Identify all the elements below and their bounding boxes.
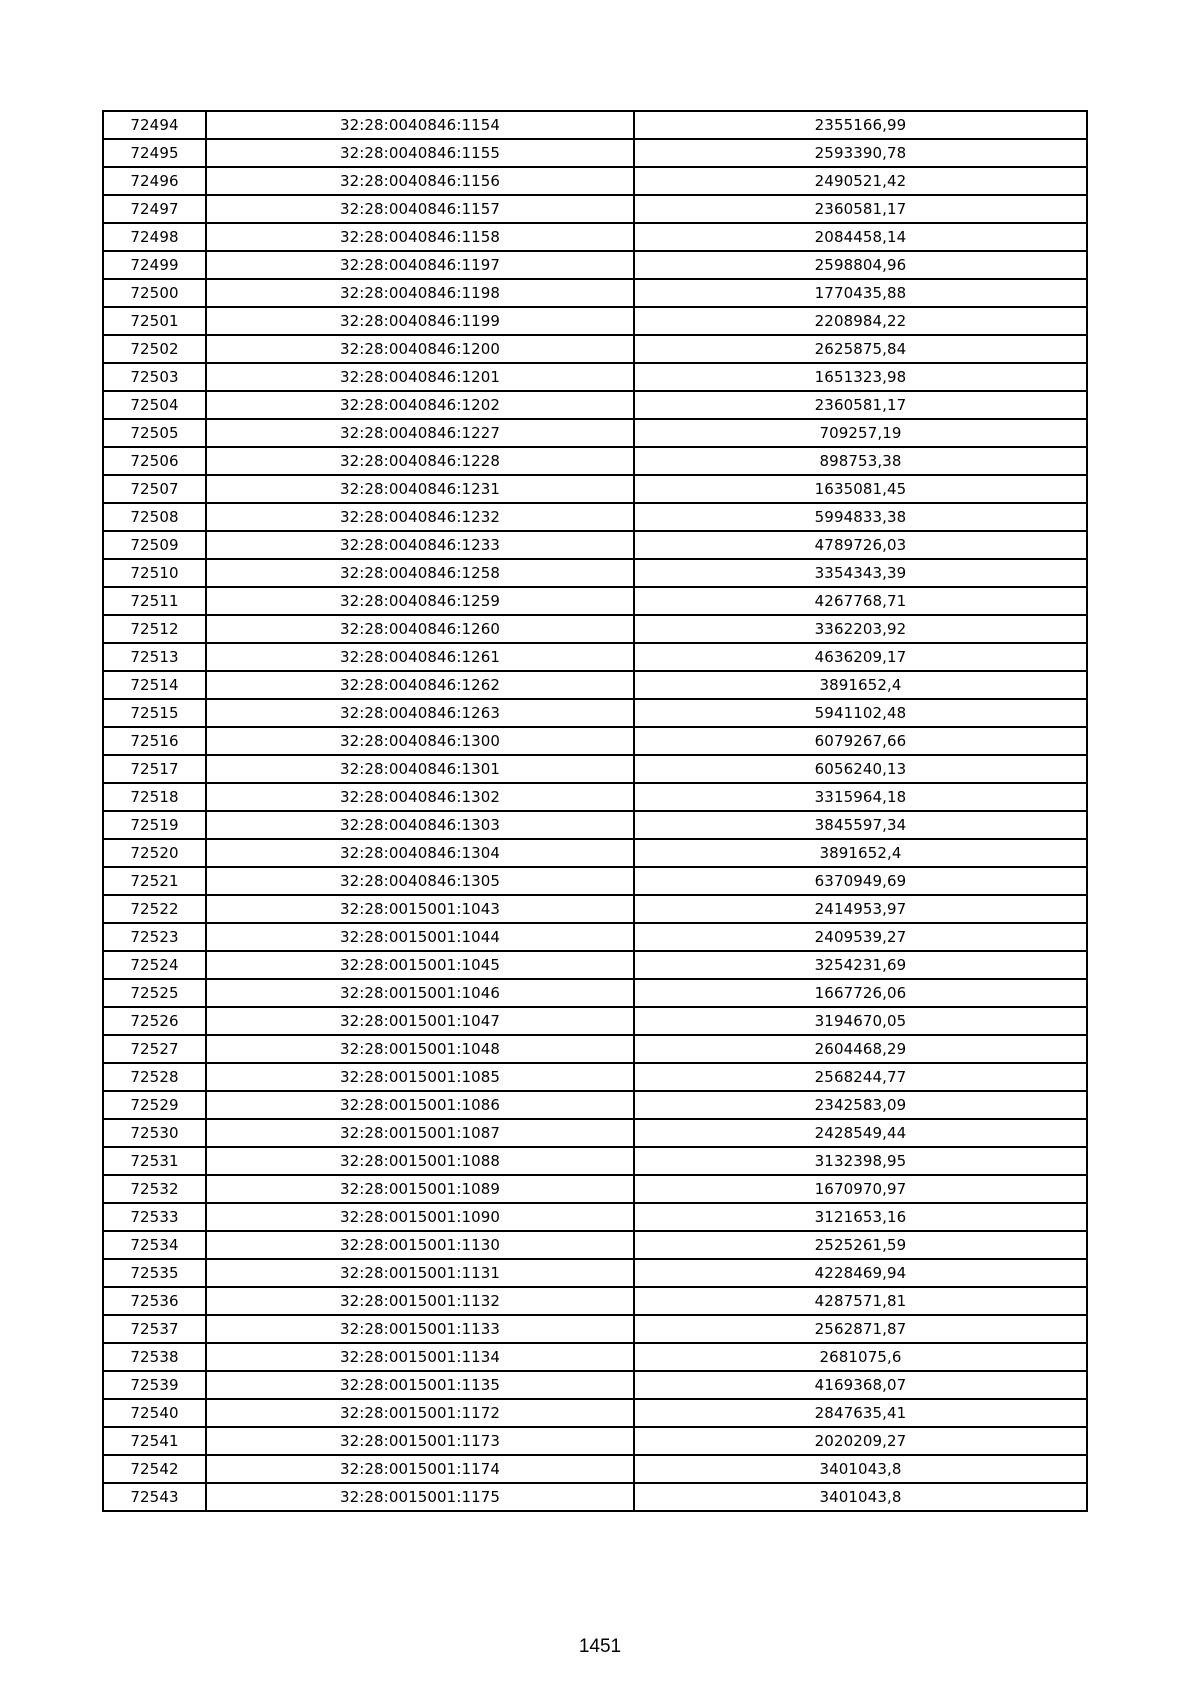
cadastral-number-cell: 32:28:0015001:1132: [206, 1287, 634, 1315]
table-row: [103, 139, 1087, 167]
row-number-cell: 72497: [103, 195, 206, 223]
value-cell: 3401043,8: [634, 1483, 1087, 1511]
cadastral-number-cell: 32:28:0015001:1135: [206, 1371, 634, 1399]
table-row: [103, 615, 1087, 643]
value-cell: 2084458,14: [634, 223, 1087, 251]
cadastral-number-cell: 32:28:0040846:1155: [206, 139, 634, 167]
value-cell: 2355166,99: [634, 111, 1087, 139]
row-number-cell: 72506: [103, 447, 206, 475]
row-number-cell: 72542: [103, 1455, 206, 1483]
row-number-cell: 72500: [103, 279, 206, 307]
row-number-cell: 72517: [103, 755, 206, 783]
table-row: [103, 1147, 1087, 1175]
value-cell: 898753,38: [634, 447, 1087, 475]
value-cell: 3132398,95: [634, 1147, 1087, 1175]
row-number-cell: 72508: [103, 503, 206, 531]
cadastral-number-cell: 32:28:0015001:1048: [206, 1035, 634, 1063]
cadastral-number-cell: 32:28:0040846:1228: [206, 447, 634, 475]
cadastral-number-cell: 32:28:0040846:1231: [206, 475, 634, 503]
value-cell: 2428549,44: [634, 1119, 1087, 1147]
cadastral-number-cell: 32:28:0040846:1302: [206, 783, 634, 811]
value-cell: 3254231,69: [634, 951, 1087, 979]
table-row: [103, 307, 1087, 335]
value-cell: 1667726,06: [634, 979, 1087, 1007]
row-number-cell: 72541: [103, 1427, 206, 1455]
cadastral-number-cell: 32:28:0040846:1199: [206, 307, 634, 335]
table-row: [103, 1315, 1087, 1343]
value-cell: 709257,19: [634, 419, 1087, 447]
cadastral-number-cell: 32:28:0040846:1158: [206, 223, 634, 251]
table-row: [103, 1007, 1087, 1035]
row-number-cell: 72522: [103, 895, 206, 923]
row-number-cell: 72525: [103, 979, 206, 1007]
table-row: [103, 671, 1087, 699]
row-number-cell: 72511: [103, 587, 206, 615]
cadastral-number-cell: 32:28:0040846:1304: [206, 839, 634, 867]
value-cell: 3845597,34: [634, 811, 1087, 839]
value-cell: 3891652,4: [634, 671, 1087, 699]
cadastral-number-cell: 32:28:0040846:1157: [206, 195, 634, 223]
table-row: [103, 1091, 1087, 1119]
value-cell: 1770435,88: [634, 279, 1087, 307]
cadastral-number-cell: 32:28:0015001:1175: [206, 1483, 634, 1511]
cadastral-number-cell: 32:28:0040846:1202: [206, 391, 634, 419]
table-row: [103, 699, 1087, 727]
table-row: [103, 447, 1087, 475]
row-number-cell: 72507: [103, 475, 206, 503]
table-row: [103, 811, 1087, 839]
row-number-cell: 72534: [103, 1231, 206, 1259]
table-row: [103, 279, 1087, 307]
cadastral-number-cell: 32:28:0040846:1301: [206, 755, 634, 783]
cadastral-number-cell: 32:28:0015001:1047: [206, 1007, 634, 1035]
table-row: [103, 251, 1087, 279]
table-row: [103, 1427, 1087, 1455]
value-cell: 6370949,69: [634, 867, 1087, 895]
cadastral-number-cell: 32:28:0040846:1261: [206, 643, 634, 671]
table-row: [103, 755, 1087, 783]
cadastral-number-cell: 32:28:0015001:1130: [206, 1231, 634, 1259]
cadastral-number-cell: 32:28:0040846:1154: [206, 111, 634, 139]
row-number-cell: 72496: [103, 167, 206, 195]
cadastral-number-cell: 32:28:0015001:1088: [206, 1147, 634, 1175]
table-body: [103, 111, 1087, 1511]
row-number-cell: 72509: [103, 531, 206, 559]
value-cell: 2681075,6: [634, 1343, 1087, 1371]
value-cell: 4789726,03: [634, 531, 1087, 559]
table-row: [103, 867, 1087, 895]
cadastral-number-cell: 32:28:0015001:1087: [206, 1119, 634, 1147]
cadastral-number-cell: 32:28:0015001:1090: [206, 1203, 634, 1231]
row-number-cell: 72521: [103, 867, 206, 895]
table-row: [103, 111, 1087, 139]
value-cell: 2604468,29: [634, 1035, 1087, 1063]
cadastral-number-cell: 32:28:0040846:1198: [206, 279, 634, 307]
value-cell: 4636209,17: [634, 643, 1087, 671]
table-row: [103, 1343, 1087, 1371]
value-cell: 3194670,05: [634, 1007, 1087, 1035]
row-number-cell: 72504: [103, 391, 206, 419]
table-row: [103, 727, 1087, 755]
row-number-cell: 72543: [103, 1483, 206, 1511]
cadastral-value-table: [102, 110, 1088, 1512]
table-row: [103, 1063, 1087, 1091]
row-number-cell: 72510: [103, 559, 206, 587]
table-row: [103, 167, 1087, 195]
row-number-cell: 72519: [103, 811, 206, 839]
cadastral-number-cell: 32:28:0040846:1232: [206, 503, 634, 531]
cadastral-number-cell: 32:28:0040846:1259: [206, 587, 634, 615]
value-cell: 2598804,96: [634, 251, 1087, 279]
value-cell: 6079267,66: [634, 727, 1087, 755]
row-number-cell: 72529: [103, 1091, 206, 1119]
value-cell: 2490521,42: [634, 167, 1087, 195]
page-number: 1451: [578, 1636, 622, 1657]
cadastral-number-cell: 32:28:0040846:1263: [206, 699, 634, 727]
value-cell: 3401043,8: [634, 1455, 1087, 1483]
value-cell: 5994833,38: [634, 503, 1087, 531]
value-cell: 3354343,39: [634, 559, 1087, 587]
cadastral-number-cell: 32:28:0015001:1133: [206, 1315, 634, 1343]
value-cell: 4228469,94: [634, 1259, 1087, 1287]
value-cell: 2342583,09: [634, 1091, 1087, 1119]
value-cell: 1651323,98: [634, 363, 1087, 391]
cadastral-number-cell: 32:28:0040846:1233: [206, 531, 634, 559]
row-number-cell: 72520: [103, 839, 206, 867]
value-cell: 2409539,27: [634, 923, 1087, 951]
value-cell: 4169368,07: [634, 1371, 1087, 1399]
value-cell: 4267768,71: [634, 587, 1087, 615]
table-row: [103, 979, 1087, 1007]
value-cell: 2020209,27: [634, 1427, 1087, 1455]
table-row: [103, 531, 1087, 559]
cadastral-number-cell: 32:28:0015001:1131: [206, 1259, 634, 1287]
cadastral-number-cell: 32:28:0015001:1173: [206, 1427, 634, 1455]
cadastral-number-cell: 32:28:0040846:1300: [206, 727, 634, 755]
value-cell: 3891652,4: [634, 839, 1087, 867]
value-cell: 2208984,22: [634, 307, 1087, 335]
cadastral-number-cell: 32:28:0015001:1043: [206, 895, 634, 923]
table-row: [103, 1203, 1087, 1231]
table-row: [103, 1483, 1087, 1511]
cadastral-number-cell: 32:28:0040846:1258: [206, 559, 634, 587]
cadastral-number-cell: 32:28:0040846:1227: [206, 419, 634, 447]
value-cell: 6056240,13: [634, 755, 1087, 783]
row-number-cell: 72539: [103, 1371, 206, 1399]
row-number-cell: 72537: [103, 1315, 206, 1343]
cadastral-number-cell: 32:28:0040846:1156: [206, 167, 634, 195]
cadastral-number-cell: 32:28:0040846:1262: [206, 671, 634, 699]
row-number-cell: 72526: [103, 1007, 206, 1035]
cadastral-number-cell: 32:28:0040846:1200: [206, 335, 634, 363]
value-cell: 2562871,87: [634, 1315, 1087, 1343]
row-number-cell: 72515: [103, 699, 206, 727]
value-cell: 3121653,16: [634, 1203, 1087, 1231]
table-row: [103, 1371, 1087, 1399]
table-row: [103, 1035, 1087, 1063]
row-number-cell: 72501: [103, 307, 206, 335]
table-row: [103, 923, 1087, 951]
cadastral-number-cell: 32:28:0015001:1174: [206, 1455, 634, 1483]
row-number-cell: 72502: [103, 335, 206, 363]
row-number-cell: 72503: [103, 363, 206, 391]
table-row: [103, 559, 1087, 587]
row-number-cell: 72498: [103, 223, 206, 251]
row-number-cell: 72536: [103, 1287, 206, 1315]
row-number-cell: 72532: [103, 1175, 206, 1203]
row-number-cell: 72538: [103, 1343, 206, 1371]
table-row: [103, 335, 1087, 363]
cadastral-number-cell: 32:28:0015001:1044: [206, 923, 634, 951]
row-number-cell: 72528: [103, 1063, 206, 1091]
table-row: [103, 839, 1087, 867]
cadastral-number-cell: 32:28:0040846:1260: [206, 615, 634, 643]
table-row: [103, 1399, 1087, 1427]
value-cell: 1635081,45: [634, 475, 1087, 503]
cadastral-number-cell: 32:28:0040846:1197: [206, 251, 634, 279]
table-row: [103, 475, 1087, 503]
row-number-cell: 72505: [103, 419, 206, 447]
cadastral-number-cell: 32:28:0015001:1134: [206, 1343, 634, 1371]
table-row: [103, 783, 1087, 811]
row-number-cell: 72535: [103, 1259, 206, 1287]
table-row: [103, 1455, 1087, 1483]
value-cell: 2568244,77: [634, 1063, 1087, 1091]
row-number-cell: 72514: [103, 671, 206, 699]
value-cell: 4287571,81: [634, 1287, 1087, 1315]
row-number-cell: 72518: [103, 783, 206, 811]
value-cell: 3362203,92: [634, 615, 1087, 643]
row-number-cell: 72495: [103, 139, 206, 167]
row-number-cell: 72513: [103, 643, 206, 671]
value-cell: 2847635,41: [634, 1399, 1087, 1427]
row-number-cell: 72516: [103, 727, 206, 755]
table-row: [103, 223, 1087, 251]
cadastral-number-cell: 32:28:0040846:1303: [206, 811, 634, 839]
value-cell: 2625875,84: [634, 335, 1087, 363]
cadastral-number-cell: 32:28:0040846:1201: [206, 363, 634, 391]
cadastral-number-cell: 32:28:0015001:1172: [206, 1399, 634, 1427]
table-row: [103, 503, 1087, 531]
row-number-cell: 72531: [103, 1147, 206, 1175]
row-number-cell: 72524: [103, 951, 206, 979]
cadastral-number-cell: 32:28:0040846:1305: [206, 867, 634, 895]
table-row: [103, 1231, 1087, 1259]
value-cell: 2414953,97: [634, 895, 1087, 923]
row-number-cell: 72530: [103, 1119, 206, 1147]
row-number-cell: 72499: [103, 251, 206, 279]
row-number-cell: 72527: [103, 1035, 206, 1063]
value-cell: 3315964,18: [634, 783, 1087, 811]
row-number-cell: 72523: [103, 923, 206, 951]
cadastral-number-cell: 32:28:0015001:1086: [206, 1091, 634, 1119]
table-row: [103, 195, 1087, 223]
table-row: [103, 363, 1087, 391]
table-row: [103, 1287, 1087, 1315]
table-row: [103, 1175, 1087, 1203]
row-number-cell: 72512: [103, 615, 206, 643]
value-cell: 1670970,97: [634, 1175, 1087, 1203]
value-cell: 2360581,17: [634, 195, 1087, 223]
row-number-cell: 72533: [103, 1203, 206, 1231]
table-row: [103, 643, 1087, 671]
value-cell: 2593390,78: [634, 139, 1087, 167]
value-cell: 5941102,48: [634, 699, 1087, 727]
cadastral-number-cell: 32:28:0015001:1045: [206, 951, 634, 979]
table-row: [103, 419, 1087, 447]
value-cell: 2360581,17: [634, 391, 1087, 419]
table-row: [103, 391, 1087, 419]
cadastral-number-cell: 32:28:0015001:1089: [206, 1175, 634, 1203]
table-row: [103, 1259, 1087, 1287]
row-number-cell: 72494: [103, 111, 206, 139]
table-row: [103, 895, 1087, 923]
table-row: [103, 1119, 1087, 1147]
table-row: [103, 587, 1087, 615]
value-cell: 2525261,59: [634, 1231, 1087, 1259]
cadastral-number-cell: 32:28:0015001:1046: [206, 979, 634, 1007]
table-row: [103, 951, 1087, 979]
row-number-cell: 72540: [103, 1399, 206, 1427]
cadastral-number-cell: 32:28:0015001:1085: [206, 1063, 634, 1091]
